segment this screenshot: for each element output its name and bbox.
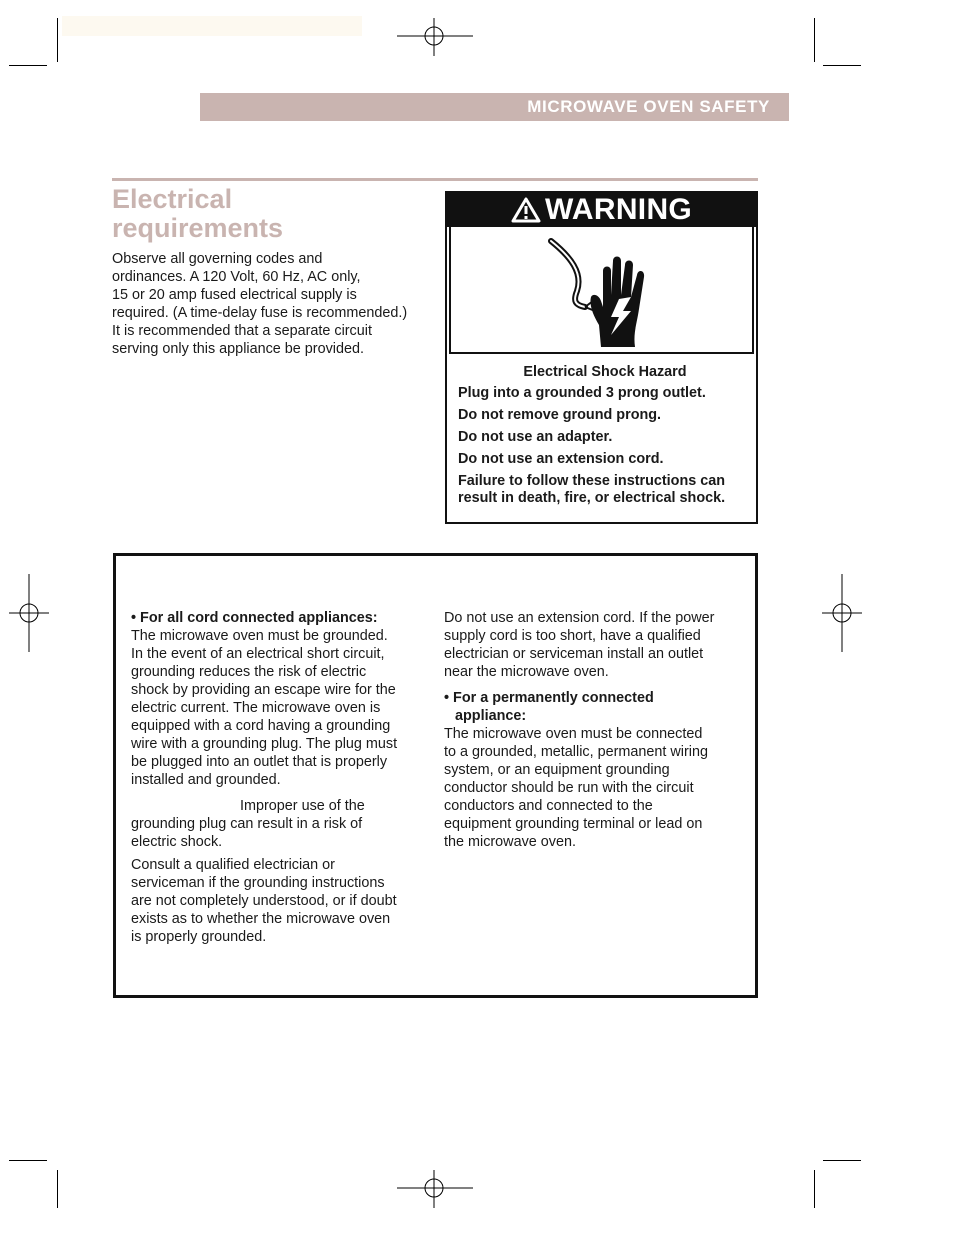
warning-item: Do not use an adapter. (458, 429, 613, 445)
text-line: ordinances. A 120 Volt, 60 Hz, AC only, (112, 269, 361, 285)
warning-header (447, 193, 756, 227)
crop-mark (9, 1160, 47, 1161)
text-line: appliance: (455, 708, 527, 724)
crop-mark (823, 1160, 861, 1161)
section-header-band (200, 93, 789, 121)
crop-mark (823, 65, 861, 66)
warning-failure (458, 473, 752, 507)
text-line: 15 or 20 amp fused electrical supply is (112, 287, 357, 303)
cord-connected-body (131, 627, 431, 789)
consult-text (131, 856, 431, 946)
text-line: installed and grounded. (131, 772, 281, 788)
text-line: It is recommended that a separate circuit (112, 323, 372, 339)
text-line: shock by providing an escape wire for the (131, 682, 396, 698)
permanent-connection-heading (444, 689, 749, 725)
text-line: equipment grounding terminal or lead on (444, 816, 703, 832)
page-title (112, 185, 283, 243)
crop-mark (57, 18, 58, 62)
permanent-connection-body (444, 725, 749, 851)
text-line: conductors and connected to the (444, 798, 653, 814)
text-line: Improper use of the (240, 798, 365, 814)
grounding-right-column (444, 609, 749, 851)
registration-mark-icon (397, 18, 473, 56)
text-line: Observe all governing codes and (112, 251, 323, 267)
warning-item: Do not remove ground prong. (458, 407, 662, 423)
text-line: to a grounded, metallic, permanent wiring (444, 744, 708, 760)
registration-mark-icon (9, 574, 49, 652)
title-line: requirements (112, 213, 284, 243)
text-line: grounding plug can result in a risk of (131, 816, 363, 832)
text-line: is properly grounded. (131, 929, 267, 945)
warning-box (445, 191, 758, 524)
warning-text (458, 363, 752, 512)
text-line: Do not use an extension cord. If the power (444, 610, 715, 626)
text-line: conductor should be run with the circuit (444, 780, 694, 796)
text-line: exists as to whether the microwave oven (131, 911, 391, 927)
text-line: required. (A time-delay fuse is recommended.) (112, 305, 408, 321)
text-line: Consult a qualified electrician or (131, 857, 335, 873)
text-line: The microwave oven must be grounded. (131, 628, 388, 644)
text-line: are not completely understood, or if doubt (131, 893, 397, 909)
text-line: equipped with a cord having a grounding (131, 718, 391, 734)
print-corner-tint (62, 16, 362, 36)
warning-item: Plug into a grounded 3 prong outlet. (458, 385, 706, 401)
extension-cord-text (444, 609, 749, 681)
text-line: result in death, fire, or electrical shock. (458, 490, 726, 506)
text-line: supply cord is too short, have a qualified (444, 628, 701, 644)
text-line: be plugged into an outlet that is properly (131, 754, 388, 770)
improper-use-text (131, 797, 431, 851)
warning-illustration (449, 227, 754, 354)
text-line: grounding reduces the risk of electric (131, 664, 367, 680)
hazard-title: Electrical Shock Hazard (523, 364, 687, 380)
text-line: The microwave oven must be connected (444, 726, 703, 742)
text-line: near the microwave oven. (444, 664, 609, 680)
section-label: MICROWAVE OVEN SAFETY (527, 97, 770, 116)
warning-item: Do not use an extension cord. (458, 451, 664, 467)
registration-mark-icon (397, 1170, 473, 1208)
crop-mark (57, 1170, 58, 1208)
text-line: electric current. The microwave oven is (131, 700, 381, 716)
crop-mark (814, 18, 815, 62)
grounding-left-column (131, 609, 431, 946)
crop-mark (814, 1170, 815, 1208)
cord-connected-heading: • For all cord connected appliances: (131, 610, 378, 626)
text-line: serving only this appliance be provided. (112, 341, 364, 357)
section-divider (112, 178, 758, 181)
title-line: Electrical (112, 184, 233, 214)
text-line: system, or an equipment grounding (444, 762, 670, 778)
crop-mark (9, 65, 47, 66)
text-line: electrician or serviceman install an outlet (444, 646, 704, 662)
electric-shock-hand-icon (541, 235, 651, 347)
text-line: • For a permanently connected (444, 690, 654, 706)
text-line: In the event of an electrical short circuit, (131, 646, 385, 662)
warning-title: WARNING (544, 193, 693, 226)
text-line: wire with a grounding plug. The plug must (131, 736, 398, 752)
electrical-intro (112, 250, 432, 358)
text-line: electric shock. (131, 834, 223, 850)
registration-mark-icon (822, 574, 862, 652)
alert-triangle-icon (511, 197, 541, 223)
text-line: serviceman if the grounding instructions (131, 875, 385, 891)
text-line: Failure to follow these instructions can (458, 473, 726, 489)
text-line: the microwave oven. (444, 834, 576, 850)
